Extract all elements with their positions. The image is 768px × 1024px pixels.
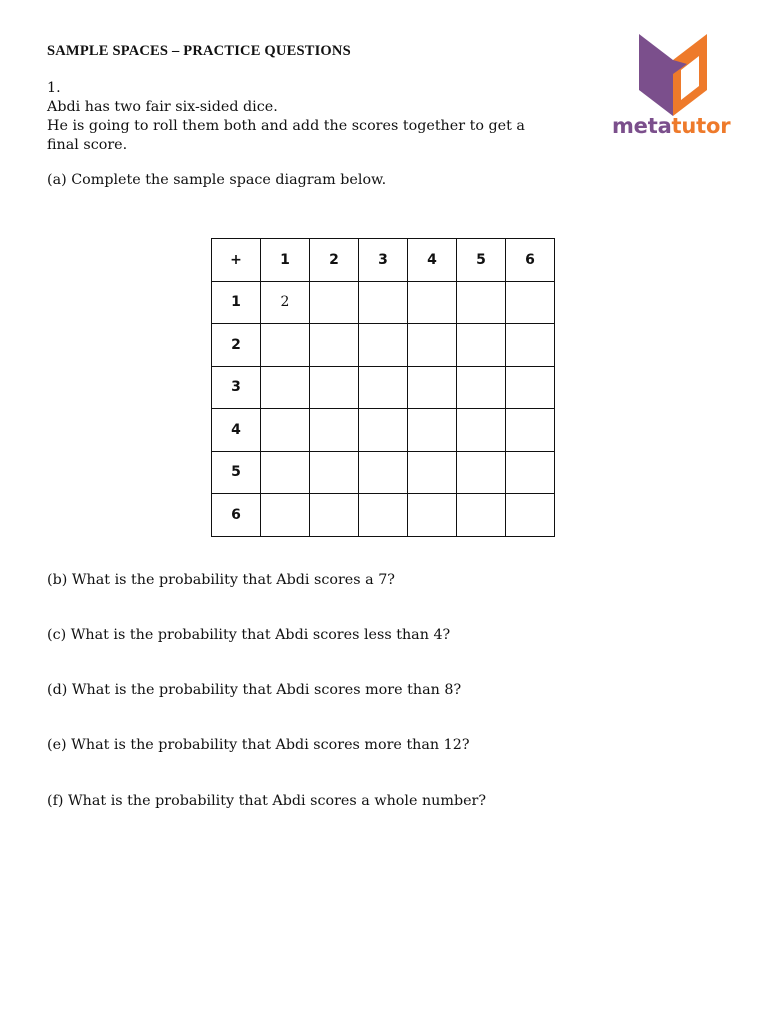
table-header-row: [212, 239, 555, 282]
column-header: 5: [457, 239, 506, 282]
table-cell[interactable]: [457, 366, 506, 409]
table-cell[interactable]: [506, 409, 555, 452]
table-corner-cell: +: [212, 239, 261, 282]
row-header: 2: [212, 324, 261, 367]
column-header: 2: [310, 239, 359, 282]
question-line: Abdi has two fair six-sided dice.: [47, 99, 278, 115]
row-header: 5: [212, 451, 261, 494]
table-cell[interactable]: [408, 409, 457, 452]
row-header: 1: [212, 281, 261, 324]
table-cell[interactable]: [457, 451, 506, 494]
sample-space-table: [211, 238, 555, 537]
table-cell[interactable]: [359, 409, 408, 452]
logo-text-meta: meta: [612, 114, 672, 138]
table-cell[interactable]: [506, 324, 555, 367]
table-cell[interactable]: [310, 366, 359, 409]
table-cell[interactable]: [359, 451, 408, 494]
table-row: [212, 281, 555, 324]
table-cell[interactable]: [310, 281, 359, 324]
table-cell[interactable]: [457, 281, 506, 324]
question-intro: [47, 79, 567, 155]
table-cell[interactable]: 2: [261, 281, 310, 324]
table-cell[interactable]: [506, 281, 555, 324]
column-header: 1: [261, 239, 310, 282]
row-header: 3: [212, 366, 261, 409]
question-number: 1.: [47, 80, 61, 96]
part-d-text: (d) What is the probability that Abdi scores more than 8?: [47, 682, 462, 698]
logo-wordmark: [612, 114, 730, 138]
table-cell[interactable]: [261, 324, 310, 367]
table-cell[interactable]: [408, 324, 457, 367]
table-cell[interactable]: [457, 409, 506, 452]
column-header: 3: [359, 239, 408, 282]
table-row: [212, 366, 555, 409]
table-cell[interactable]: [310, 451, 359, 494]
table-cell[interactable]: [261, 451, 310, 494]
column-header: 4: [408, 239, 457, 282]
table-cell[interactable]: [310, 409, 359, 452]
table-cell[interactable]: [408, 366, 457, 409]
table-row: [212, 409, 555, 452]
table-cell[interactable]: [310, 494, 359, 537]
part-a-text: (a) Complete the sample space diagram below.: [47, 172, 387, 188]
table-cell[interactable]: [359, 366, 408, 409]
table-cell[interactable]: [457, 494, 506, 537]
metatutor-shield-icon: [637, 32, 709, 116]
table-cell[interactable]: [506, 494, 555, 537]
table-cell[interactable]: [408, 494, 457, 537]
table-cell[interactable]: [310, 324, 359, 367]
table-cell[interactable]: [261, 409, 310, 452]
table-row: [212, 451, 555, 494]
column-header: 6: [506, 239, 555, 282]
table-cell[interactable]: [359, 281, 408, 324]
question-line: He is going to roll them both and add the scores together to get a: [47, 118, 525, 134]
question-line: final score.: [47, 137, 128, 153]
page-title: SAMPLE SPACES – PRACTICE QUESTIONS: [47, 43, 351, 59]
table-cell[interactable]: [359, 324, 408, 367]
table-cell[interactable]: [408, 451, 457, 494]
table-row: [212, 324, 555, 367]
part-e-text: (e) What is the probability that Abdi scores more than 12?: [47, 737, 470, 753]
table-cell[interactable]: [408, 281, 457, 324]
row-header: 6: [212, 494, 261, 537]
table-cell[interactable]: [457, 324, 506, 367]
table-row: [212, 494, 555, 537]
logo-text-tutor: tutor: [671, 114, 731, 138]
part-f-text: (f) What is the probability that Abdi scores a whole number?: [47, 793, 487, 809]
row-header: 4: [212, 409, 261, 452]
sample-space-diagram: [211, 238, 555, 537]
table-cell[interactable]: [506, 451, 555, 494]
part-c-text: (c) What is the probability that Abdi scores less than 4?: [47, 627, 451, 643]
table-cell[interactable]: [261, 366, 310, 409]
table-cell[interactable]: [506, 366, 555, 409]
table-cell[interactable]: [359, 494, 408, 537]
part-b-text: (b) What is the probability that Abdi scores a 7?: [47, 572, 395, 588]
metatutor-logo: [612, 32, 734, 142]
table-cell[interactable]: [261, 494, 310, 537]
